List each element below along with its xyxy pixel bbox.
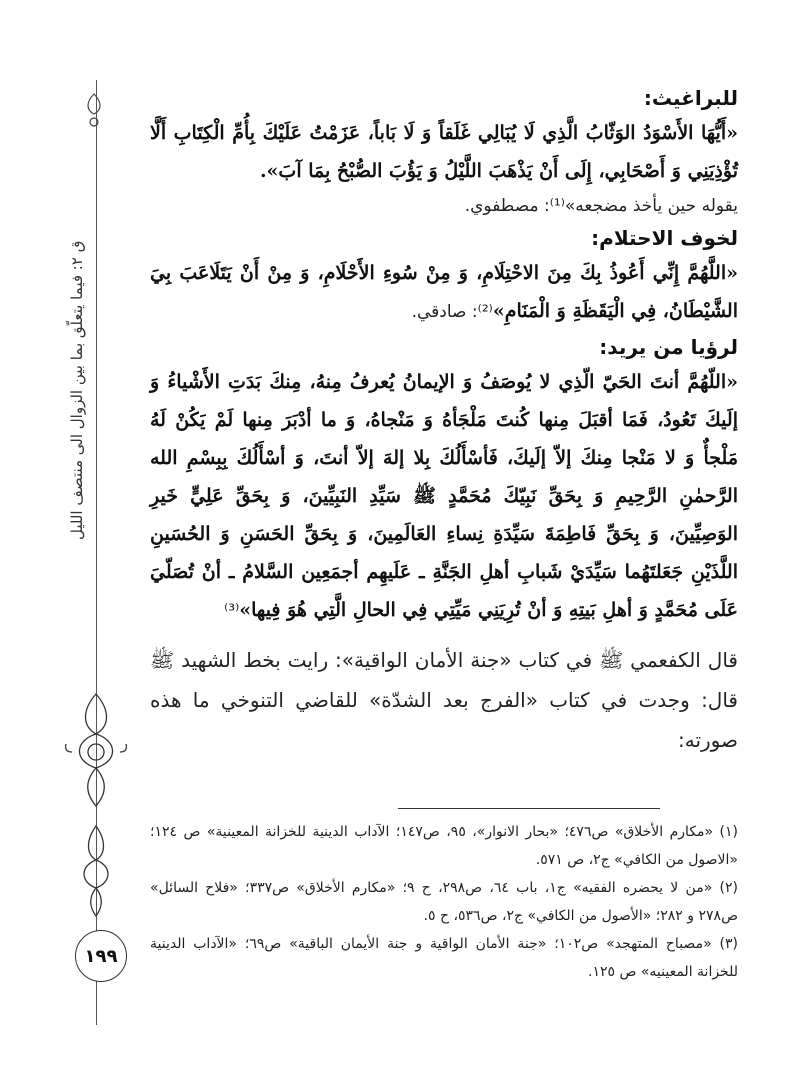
section-heading: للبراغيث: <box>643 86 738 110</box>
prayer-block <box>150 363 738 630</box>
top-flourish-icon <box>64 92 124 132</box>
footnote-ref: ⁽³⁾ <box>224 601 240 621</box>
footnote: (٢) «من لا يحضره الفقيه» ج١، باب ٦٤، ص٢٩٨، ح ٩؛ «مكارم الأخلاق» ص٣٣٧؛ «فلاح السائل» ص٢٧٨ و ٢٨٢؛ «الأصول من الكافي» ج٢، ص٥٣٦، ح ٥. <box>150 880 738 924</box>
prayer-block <box>150 254 738 331</box>
page-number: ١٩٩ <box>75 930 127 982</box>
footnote-divider <box>398 808 660 809</box>
footnote: (١) «مكارم الأخلاق» ص٤٧٦؛ «بحار الانوار»، ٩٥، ص١٤٧؛ الآداب الدينية للخزانة المعينية» ص ١٢٤؛ «الاصول من الكافي» ج٢، ص ٥٧١. <box>150 824 738 868</box>
section-fleas <box>150 82 738 222</box>
section-dream-vision <box>150 331 738 630</box>
floral-ornament-icon <box>62 690 130 810</box>
running-head: ق ٢: فيما يتعلّق بما بين الزوال الى منتصف الليل <box>68 240 86 540</box>
main-text <box>150 82 738 760</box>
section-heading: لرؤيا من يريد: <box>599 335 738 359</box>
body-paragraph: قال الكفعمي ﷺ في كتاب «جنة الأمان الواقية»: رايت بخط الشهيد ﷺ قال: وجدت في كتاب «الفرج بعد الشدّة» للقاضي التنوخي ما هذه صورته: <box>150 648 738 752</box>
prayer-text: «اللَّهُمَّ إِنِّي أَعُوذُ بِكَ مِنَ الاحْتِلَامِ، وَ مِنْ سُوءِ الأَحْلَامِ، وَ مِنْ أَنْ يَتَلَاعَبَ بِيَ الشَّيْطَانُ، فِي الْيَقَظَةِ وَ الْمَنَامِ» <box>150 262 738 322</box>
prayer-text: «أَيُّهَا الأَسْوَدُ الوَثّابُ الَّذِي لَا يُبَالِي غَلَقاً وَ لَا بَاباً، عَزَمْتُ عَلَيْكَ بِأُمِّ الْكِتَابِ أَلَّا تُؤْذِيَنِي وَ أَصْحَابِي، إِلَى أَنْ يَذْهَبَ اللَّيْلُ وَ يَؤُبَ الصُّبْحُ بِمَا آبَ». <box>150 122 738 182</box>
section-wet-dream <box>150 222 738 331</box>
source-note: ⁽²⁾: صادقي. <box>411 302 493 322</box>
footnote: (٣) «مصباح المتهجد» ص١٠٢؛ «جنة الأمان الواقية و جنة الأيمان الباقية» ص٦٩؛ «الآداب الدينية للخزانة المعينيه» ص ١٢٥. <box>150 936 738 980</box>
prayer-text: «اللّهُمَّ أنتَ الحَيّ الّذِي لا يُوصَفُ وَ الإيمانُ يُعرفُ مِنهُ، مِنكَ بَدَتِ الأَشْياءُ وَ إلَيكَ تَعُودُ، فَمَا أقبَلَ مِنها كُنتَ مَلْجَأهُ وَ مَنْجاهُ، وَ ما أدْبَرَ مِنها لَمْ يَكُنْ لَهُ مَلْجأٌ وَ لا مَنْجا مِنكَ إلاّ إلَيكَ، فَأسْأَلُكَ بِلا إلهَ إلاّ أنتَ، وَ أسْأَلُكَ بِبِسْمِ الله الرَّحمٰنِ الرَّحِيمِ وَ بِحَقِّ نَبِيّكَ مُحَمَّدٍ ﷺ سَيِّدِ النَبِيِّينَ، وَ بِحَقِّ عَلِيٍّ خَيرِ الوَصِيِّينَ، وَ بِحَقِّ فَاطِمَةَ سَيِّدَةِ نِساءِ العَالَمِينَ، وَ بِحَقِّ الحَسَنِ وَ الحُسَينِ اللَّذَيْنِ جَعَلتَهُما سَيِّدَيْ شَبابِ أهلِ الجَنَّةِ ـ عَلَيهِم أجمَعِين السَّلامُ ـ أنْ تُصَلّيَ عَلَى مُحَمَّدٍ وَ أهلِ بَيتِهِ وَ أنْ تُرِيَنِي مَيِّتِي فِي الحالِ الَّتِي هُوَ فِيها» <box>150 371 738 621</box>
flower-ornament-icon <box>62 820 130 920</box>
footnotes <box>150 818 738 986</box>
section-heading: لخوف الاحتلام: <box>591 226 738 250</box>
source-note: يقوله حين يأخذ مضجعه»⁽¹⁾: مصطفوي. <box>464 196 738 216</box>
